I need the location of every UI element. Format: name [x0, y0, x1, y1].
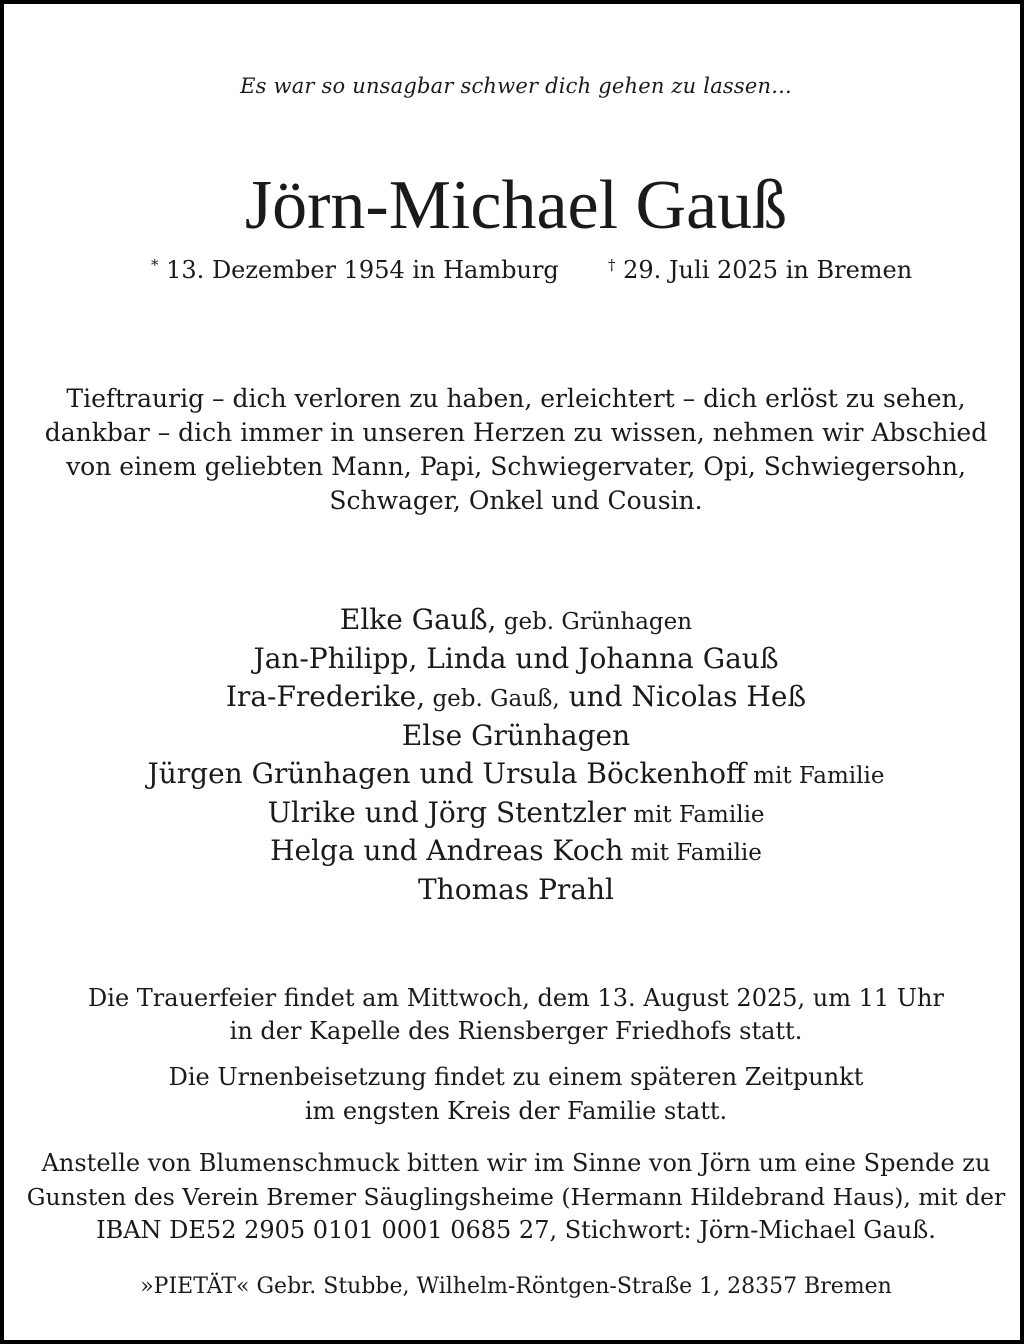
donation-line: IBAN DE52 2905 0101 0001 0685 27, Stichwort: Jörn-Michael Gauß. — [96, 1216, 936, 1244]
mourner-name: Helga und Andreas Koch — [270, 834, 624, 867]
burial-line: im engsten Kreis der Familie statt. — [304, 1097, 728, 1125]
death-date — [608, 256, 912, 284]
mourner-name-rest: und Nicolas Heß — [559, 680, 807, 713]
mourner-name: Else Grünhagen — [401, 718, 631, 752]
mourner-note: mit Familie — [625, 801, 765, 828]
mourners-list — [4, 602, 1024, 910]
death-cross-icon: † — [608, 256, 616, 274]
deceased-name: Jörn-Michael Gauß — [244, 167, 788, 244]
burial-info — [4, 1060, 1024, 1128]
donation-line: Anstelle von Blumenschmuck bitten wir im Sinne von Jörn um eine Spende zu — [41, 1149, 991, 1177]
mourner-entry — [4, 833, 1024, 872]
life-dates — [4, 256, 1024, 290]
death-text: 29. Juli 2025 in Bremen — [623, 256, 913, 284]
ceremony-line: in der Kapelle des Riensberger Friedhofs statt. — [229, 1017, 803, 1045]
motto-line: Es war so unsagbar schwer dich gehen zu lassen... — [240, 74, 792, 98]
birth-star-icon: * — [151, 256, 159, 274]
birth-date — [151, 256, 559, 284]
mourner-entry — [4, 756, 1024, 795]
donation-line: Gunsten des Verein Bremer Säuglingsheime (Hermann Hildebrand Haus), mit der — [26, 1182, 1006, 1211]
farewell-text — [4, 382, 1024, 518]
mourner-entry — [4, 679, 1024, 718]
donation-info — [4, 1147, 1024, 1248]
farewell-line: Schwager, Onkel und Cousin. — [329, 486, 703, 515]
mourner-entry — [4, 641, 1024, 680]
mourner-note: geb. Grünhagen — [496, 609, 693, 635]
mourner-note: mit Familie — [745, 763, 885, 789]
burial-line: Die Urnenbeisetzung findet zu einem späteren Zeitpunkt — [168, 1063, 864, 1091]
mourner-name: Jan-Philipp, Linda und Johanna Gauß — [253, 641, 779, 675]
ceremony-line: Die Trauerfeier findet am Mittwoch, dem 13. August 2025, um 11 Uhr — [88, 984, 944, 1012]
farewell-line: von einem geliebten Mann, Papi, Schwiegervater, Opi, Schwiegersohn, — [66, 452, 966, 481]
farewell-line: dankbar – dich immer in unseren Herzen zu wissen, nehmen wir Abschied — [44, 418, 988, 447]
mourner-entry — [4, 795, 1024, 834]
mourner-note: mit Familie — [623, 840, 762, 866]
funeral-home-footer: »PIETÄT« Gebr. Stubbe, Wilhelm-Röntgen-Straße 1, 28357 Bremen — [140, 1274, 892, 1299]
mourner-name: Thomas Prahl — [418, 872, 614, 906]
mourner-name: Ira-Frederike, — [225, 680, 426, 713]
mourner-name: Jürgen Grünhagen und Ursula Böckenhoff — [147, 757, 746, 790]
farewell-line: Tieftraurig – dich verloren zu haben, erleichtert – dich erlöst zu sehen, — [66, 384, 966, 413]
mourner-entry — [4, 602, 1024, 641]
mourner-name: Ulrike und Jörg Stentzler — [267, 795, 626, 829]
birth-text: 13. Dezember 1954 in Hamburg — [166, 256, 559, 284]
mourner-name: Elke Gauß, — [339, 603, 497, 636]
ceremony-info — [4, 982, 1024, 1048]
mourner-entry — [4, 872, 1024, 911]
mourner-note: geb. Gauß, — [425, 686, 560, 712]
mourner-entry — [4, 718, 1024, 757]
